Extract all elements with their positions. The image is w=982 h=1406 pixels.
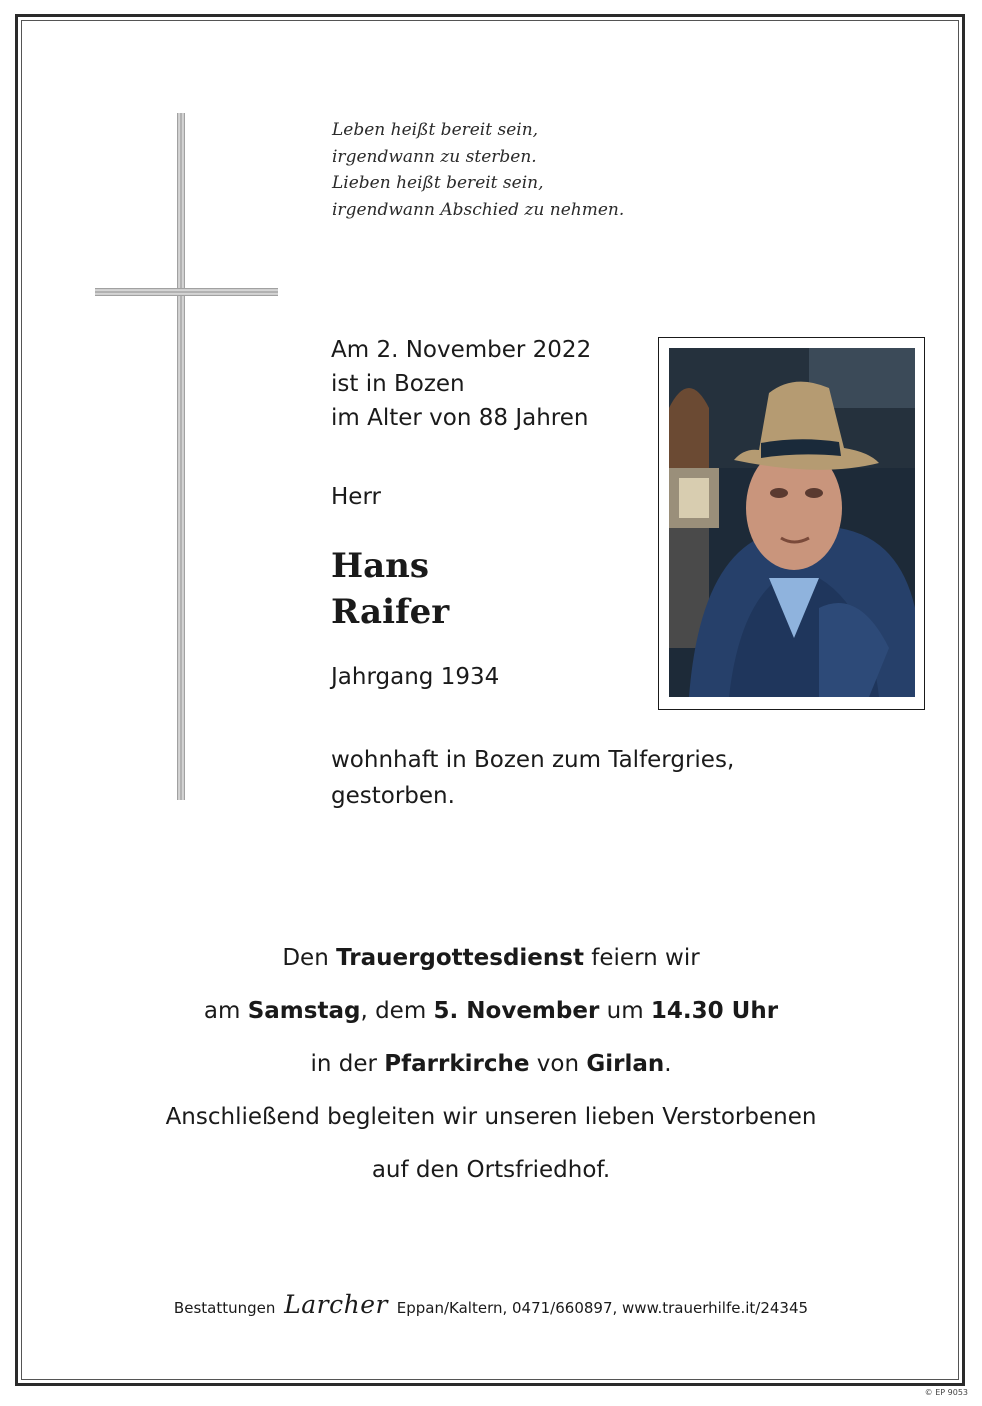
- funeral-service-info: [100, 932, 882, 1197]
- service-line-2: [100, 985, 882, 1038]
- text-segment: von: [529, 1051, 587, 1077]
- funeral-home-footer: [40, 1290, 942, 1319]
- service-type: Trauergottesdienst: [336, 945, 584, 971]
- residence-line: gestorben.: [331, 783, 455, 809]
- service-line-4: Anschließend begleiten wir unseren lieben Verstorbenen: [165, 1104, 817, 1130]
- deceased-name: [331, 543, 449, 635]
- last-name: Raifer: [331, 592, 450, 632]
- service-venue: Pfarrkirche: [384, 1051, 530, 1077]
- first-name: Hans: [331, 546, 430, 586]
- text-segment: Den: [282, 945, 337, 971]
- portrait-illustration: [669, 348, 915, 697]
- footer-prefix: Bestattungen: [173, 1299, 276, 1317]
- death-notice: [331, 333, 651, 435]
- service-line-1: [100, 932, 882, 985]
- salutation: Herr: [331, 484, 381, 510]
- birth-year: Jahrgang 1934: [331, 664, 500, 690]
- death-date: Am 2. November 2022: [331, 337, 592, 363]
- poem-line: Leben heißt bereit sein,: [332, 120, 539, 140]
- print-code: © EP 9053: [924, 1388, 968, 1397]
- service-day: Samstag: [247, 998, 361, 1024]
- service-place: Girlan: [586, 1051, 665, 1077]
- funeral-home-logo: Larcher: [284, 1290, 388, 1319]
- text-segment: um: [599, 998, 651, 1024]
- service-line-5: auf den Ortsfriedhof.: [371, 1157, 611, 1183]
- service-date: 5. November: [433, 998, 600, 1024]
- service-line-3: [100, 1038, 882, 1091]
- poem-line: Lieben heißt bereit sein,: [332, 173, 544, 193]
- text-segment: , dem: [360, 998, 434, 1024]
- cross-icon: [177, 113, 185, 800]
- poem-line: irgendwann Abschied zu nehmen.: [332, 199, 625, 220]
- poem-line: irgendwann zu sterben.: [332, 146, 537, 167]
- text-segment: feiern wir: [583, 945, 700, 971]
- residence-line: wohnhaft in Bozen zum Talfergries,: [331, 747, 735, 773]
- footer-contact: Eppan/Kaltern, 0471/660897, www.trauerhilfe.it/24345: [396, 1299, 809, 1317]
- memorial-poem: [332, 117, 692, 223]
- cross-icon-bar: [95, 288, 278, 296]
- text-segment: am: [203, 998, 248, 1024]
- text-segment: in der: [310, 1051, 385, 1077]
- residence: [331, 742, 851, 814]
- service-time: 14.30 Uhr: [650, 998, 779, 1024]
- portrait-photo: [669, 348, 915, 697]
- age-line: im Alter von 88 Jahren: [331, 405, 589, 431]
- death-place: ist in Bozen: [331, 371, 465, 397]
- text-segment: .: [664, 1051, 672, 1077]
